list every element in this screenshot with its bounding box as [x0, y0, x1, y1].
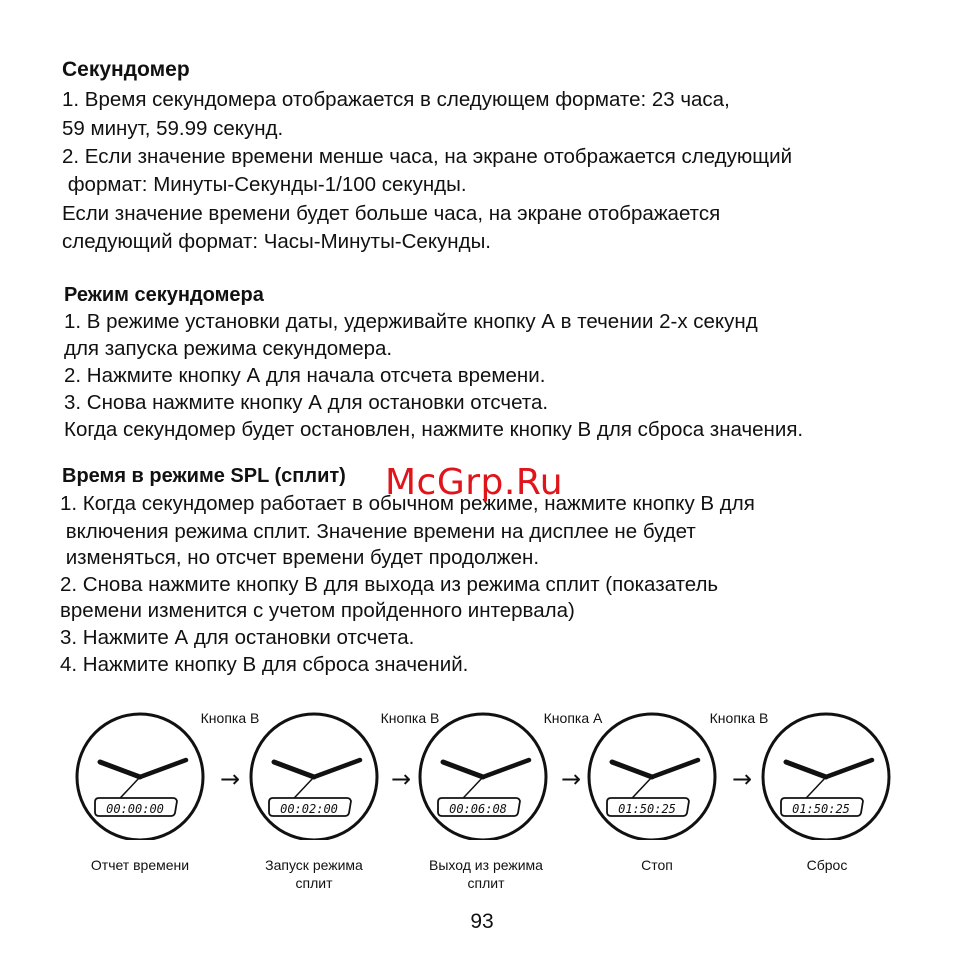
button-label: Кнопка А	[543, 710, 603, 726]
stopwatch-sequence-diagram	[0, 690, 964, 840]
section-title-stopwatch: Секундомер	[62, 58, 190, 81]
arrow-icon: →	[390, 765, 412, 793]
arrow-icon: →	[219, 765, 241, 793]
text-line: Когда секундомер будет остановлен, нажмите кнопку В для сброса значения.	[64, 418, 804, 441]
page-number: 93	[470, 910, 494, 933]
section-title-stopwatch-mode: Режим секундомера	[64, 284, 264, 306]
text-line: 59 минут, 59.99 секунд.	[62, 117, 284, 140]
button-label: Кнопка В	[709, 710, 769, 726]
text-line: 4. Нажмите кнопку В для сброса значений.	[60, 653, 469, 676]
watch-display: 00:00:00	[106, 802, 164, 816]
watch-5	[763, 714, 889, 840]
button-label: Кнопка В	[200, 710, 260, 726]
arrow-icon: →	[731, 765, 753, 793]
text-line: 3. Нажмите А для остановки отсчета.	[60, 626, 415, 649]
watch-4	[589, 714, 715, 840]
watch-display: 01:50:25	[618, 802, 676, 816]
text-line: 2. Снова нажмите кнопку В для выхода из режима сплит (показатель	[60, 573, 719, 596]
text-line: времени изменится с учетом пройденного интервала)	[60, 599, 575, 622]
text-line: 2. Нажмите кнопку А для начала отсчета времени.	[64, 364, 546, 387]
text-line: включения режима сплит. Значение времени на дисплее не будет	[60, 520, 696, 543]
caption-stop: Стоп	[641, 857, 673, 873]
caption-counting: Отчет времени	[90, 857, 190, 873]
text-line: изменяться, но отсчет времени будет продолжен.	[60, 546, 540, 569]
text-line: 1. В режиме установки даты, удерживайте кнопку А в течении 2-х секунд	[64, 310, 758, 333]
watermark-logo: McGrp.Ru	[385, 462, 564, 503]
text-line: 3. Снова нажмите кнопку А для остановки отсчета.	[64, 391, 549, 414]
watch-3	[420, 714, 546, 840]
button-label: Кнопка В	[380, 710, 440, 726]
caption-split-exit: Выход из режима сплит	[429, 857, 543, 891]
text-line: 1. Время секундомера отображается в следующем формате: 23 часа,	[62, 88, 730, 111]
text-line: для запуска режима секундомера.	[64, 337, 393, 360]
watch-2	[251, 714, 377, 840]
text-line: формат: Минуты-Секунды-1/100 секунды.	[62, 173, 467, 196]
caption-split-start: Запуск режима сплит	[265, 857, 363, 891]
caption-reset: Сброс	[806, 857, 848, 873]
watch-1	[77, 714, 203, 840]
text-line: Если значение времени будет больше часа, на экране отображается	[62, 202, 721, 225]
text-line: 2. Если значение времени менше часа, на экране отображается следующий	[62, 145, 793, 168]
text-line: 1. Когда секундомер работает в обычном режиме, нажмите кнопку В для	[60, 492, 755, 515]
arrow-icon: →	[560, 765, 582, 793]
section-title-split-mode: Время в режиме SPL (сплит)	[62, 465, 346, 487]
watch-display: 01:50:25	[792, 802, 850, 816]
watch-display: 00:06:08	[449, 802, 507, 816]
watch-display: 00:02:00	[280, 802, 338, 816]
text-line: следующий формат: Часы-Минуты-Секунды.	[62, 230, 491, 253]
